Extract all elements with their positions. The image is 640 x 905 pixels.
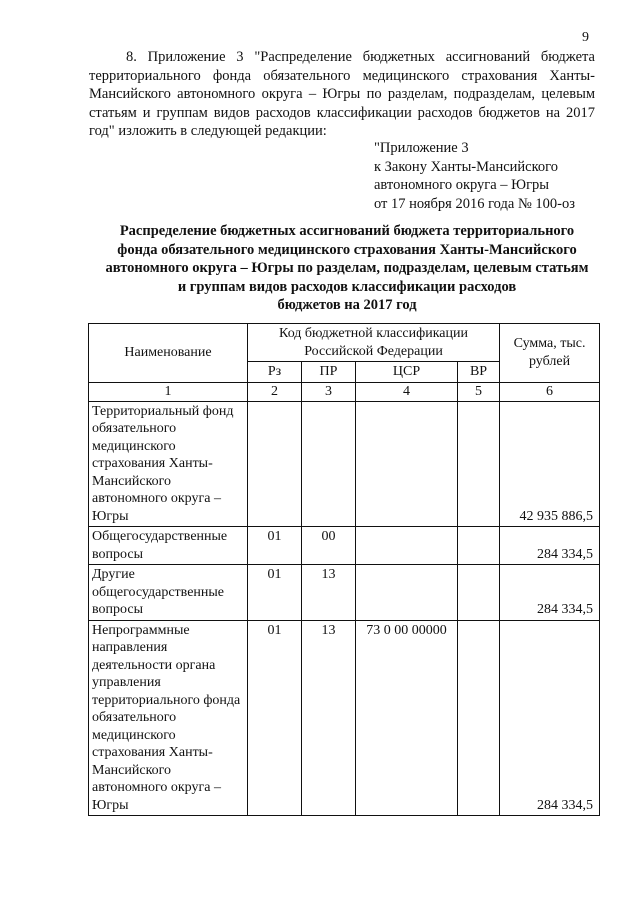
row-rz — [248, 401, 302, 527]
table-header-row — [89, 324, 600, 362]
table-row — [89, 527, 600, 565]
appendix-ref-line: "Приложение 3 — [374, 140, 469, 156]
row-name: Непрограммные направления деятельности органа управления территориального фонда обязательного медицинского страхования Ханты-Мансийского автономного округа – Югры — [89, 620, 248, 816]
appendix-ref-line: от 17 ноября 2016 года № 100-оз — [374, 195, 575, 212]
row-rz: 01 — [248, 565, 302, 621]
table-title-line: фонда обязательного медицинского страхования Ханты-Мансийского — [117, 241, 577, 258]
table-row — [89, 620, 600, 816]
row-vr — [458, 527, 500, 565]
header-pr: ПР — [302, 362, 356, 383]
amendment-text: 8. Приложение 3 "Распределение бюджетных ассигнований бюджета территориального фонда обязательного медицинского страхования Ханты-Мансийского автономного округа – Югры по разделам, подразделам, целевым статьям и группам видов расходов классификации расходов бюджетов на 2017 год" изложить в следующей редакции: — [89, 49, 595, 139]
row-sum: 284 334,5 — [500, 527, 600, 565]
table-row — [89, 401, 600, 527]
appendix-reference — [374, 139, 604, 213]
row-sum: 284 334,5 — [500, 620, 600, 816]
row-vr — [458, 401, 500, 527]
table-title-line: бюджетов на 2017 год — [277, 297, 417, 313]
row-pr: 00 — [302, 527, 356, 565]
row-csr — [356, 527, 458, 565]
row-pr: 13 — [302, 620, 356, 816]
row-vr — [458, 565, 500, 621]
table-row — [89, 565, 600, 621]
page-number: 9 — [582, 30, 589, 45]
header-vr: ВР — [458, 362, 500, 383]
table-title-line: Распределение бюджетных ассигнований бюджета территориального — [119, 223, 575, 239]
row-pr — [302, 401, 356, 527]
row-name: Общегосударственные вопросы — [89, 527, 248, 565]
column-number: 2 — [248, 382, 302, 401]
row-pr: 13 — [302, 565, 356, 621]
table-title-line: и группам видов расходов классификации расходов — [177, 278, 517, 295]
row-sum: 42 935 886,5 — [500, 401, 600, 527]
row-csr — [356, 565, 458, 621]
row-rz: 01 — [248, 527, 302, 565]
row-rz: 01 — [248, 620, 302, 816]
header-name: Наименование — [89, 324, 248, 383]
budget-table — [88, 323, 600, 816]
row-name: Другие общегосударственные вопросы — [89, 565, 248, 621]
column-number: 1 — [89, 382, 248, 401]
table-title-line: автономного округа – Югры по разделам, подразделам, целевым статьям — [105, 260, 589, 276]
row-vr — [458, 620, 500, 816]
row-name: Территориальный фонд обязательного медицинского страхования Ханты-Мансийского автономного округа – Югры — [89, 401, 248, 527]
header-sum: Сумма, тыс. рублей — [500, 324, 600, 383]
row-sum: 284 334,5 — [500, 565, 600, 621]
appendix-ref-line: к Закону Ханты-Мансийского — [374, 158, 559, 175]
header-code: Код бюджетной классификации Российской Федерации — [248, 324, 500, 362]
amendment-paragraph — [89, 48, 595, 141]
row-csr: 73 0 00 00000 — [356, 620, 458, 816]
table-title — [94, 222, 600, 315]
header-csr: ЦСР — [356, 362, 458, 383]
column-number: 5 — [458, 382, 500, 401]
row-csr — [356, 401, 458, 527]
column-number-row — [89, 382, 600, 401]
header-rz: Рз — [248, 362, 302, 383]
column-number: 6 — [500, 382, 600, 401]
column-number: 3 — [302, 382, 356, 401]
column-number: 4 — [356, 382, 458, 401]
appendix-ref-line: автономного округа – Югры — [374, 177, 550, 193]
